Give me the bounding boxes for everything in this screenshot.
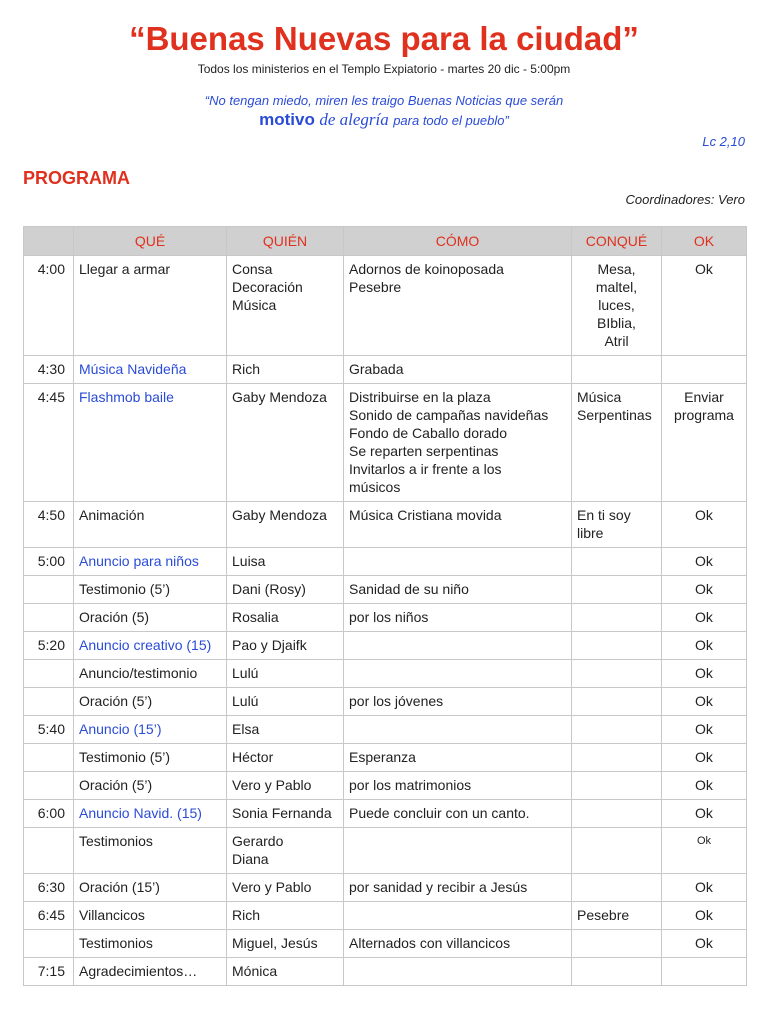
cell-como xyxy=(344,828,572,874)
table-row xyxy=(24,744,747,772)
cell-ok: Ok xyxy=(662,632,747,660)
cell-quien-line: Diana xyxy=(232,851,269,867)
cell-quien xyxy=(227,548,344,576)
cell-que: Agradecimientos… xyxy=(74,958,227,986)
header-como: CÓMO xyxy=(344,227,572,256)
cell-conque-line: Pesebre xyxy=(577,907,630,923)
cell-time: 6:30 xyxy=(24,874,74,902)
cell-quien-line: Lulú xyxy=(232,665,259,681)
cell-como-line: Invitarlos a ir frente a los xyxy=(349,461,502,477)
cell-conque xyxy=(572,604,662,632)
cell-conque xyxy=(572,688,662,716)
cell-conque-line: Música xyxy=(577,389,622,405)
bible-reference: Lc 2,10 xyxy=(702,134,745,149)
cell-time xyxy=(24,930,74,958)
cell-quien-line: Gaby Mendoza xyxy=(232,507,327,523)
cell-que: Oración (5) xyxy=(74,604,227,632)
coordinators-label: Coordinadores: Vero xyxy=(625,192,745,207)
table-row xyxy=(24,902,747,930)
table-row xyxy=(24,548,747,576)
cell-conque-line: En ti soy xyxy=(577,507,631,523)
cell-conque xyxy=(572,800,662,828)
cell-que: Anuncio Navid. (15) xyxy=(74,800,227,828)
cell-quien xyxy=(227,958,344,986)
cell-como xyxy=(344,902,572,930)
cell-conque-line: Mesa, xyxy=(597,261,636,277)
cell-conque xyxy=(572,356,662,384)
section-title: PROGRAMA xyxy=(23,168,130,188)
cell-conque xyxy=(572,930,662,958)
cell-quien-line: Rosalia xyxy=(232,609,279,625)
quote-word-alegria: de alegría xyxy=(319,110,389,129)
quote-line-1: “No tengan miedo, miren les traigo Buenas Noticias que serán xyxy=(204,93,564,108)
cell-como-line: por los jóvenes xyxy=(349,693,444,709)
cell-quien-line: Dani (Rosy) xyxy=(232,581,306,597)
table-row xyxy=(24,772,747,800)
cell-quien xyxy=(227,384,344,502)
cell-como-line: Fondo de Caballo dorado xyxy=(349,425,508,441)
cell-como-line: músicos xyxy=(349,479,401,495)
cell-quien xyxy=(227,874,344,902)
cell-que: Anuncio creativo (15) xyxy=(74,632,227,660)
cell-que: Animación xyxy=(74,502,227,548)
cell-como xyxy=(344,688,572,716)
cell-time: 4:50 xyxy=(24,502,74,548)
table-row xyxy=(24,930,747,958)
cell-que: Anuncio/testimonio xyxy=(74,660,227,688)
cell-ok: Ok xyxy=(662,716,747,744)
cell-conque xyxy=(572,772,662,800)
cell-time xyxy=(24,660,74,688)
quote-word-motivo: motivo xyxy=(259,110,315,129)
cell-time: 4:45 xyxy=(24,384,74,502)
table-row xyxy=(24,576,747,604)
cell-como-line: Puede concluir con un canto. xyxy=(349,805,530,821)
cell-quien xyxy=(227,356,344,384)
cell-como xyxy=(344,874,572,902)
cell-ok xyxy=(662,958,747,986)
header-ok: OK xyxy=(662,227,747,256)
cell-como-line: Sonido de campañas navideñas xyxy=(349,407,549,423)
cell-quien xyxy=(227,688,344,716)
cell-conque xyxy=(572,660,662,688)
cell-quien-line: Gaby Mendoza xyxy=(232,389,327,405)
cell-time: 4:00 xyxy=(24,256,74,356)
cell-conque xyxy=(572,632,662,660)
cell-ok: Ok xyxy=(662,576,747,604)
table-row xyxy=(24,384,747,502)
cell-quien xyxy=(227,660,344,688)
cell-como xyxy=(344,576,572,604)
table-row xyxy=(24,716,747,744)
header-que: QUÉ xyxy=(74,227,227,256)
cell-time: 5:20 xyxy=(24,632,74,660)
cell-quien xyxy=(227,930,344,958)
header-conque: CONQUÉ xyxy=(572,227,662,256)
cell-quien-line: Música xyxy=(232,297,277,313)
cell-conque-line: luces, xyxy=(598,297,635,313)
cell-quien-line: Consa xyxy=(232,261,273,277)
cell-ok: Ok xyxy=(662,772,747,800)
cell-como-line: Sanidad de su niño xyxy=(349,581,469,597)
cell-ok xyxy=(662,356,747,384)
cell-conque xyxy=(572,744,662,772)
cell-ok: Ok xyxy=(662,688,747,716)
cell-quien-line: Vero y Pablo xyxy=(232,777,312,793)
cell-conque-line: BIblia, xyxy=(597,315,636,331)
cell-como xyxy=(344,958,572,986)
cell-que: Oración (5’) xyxy=(74,772,227,800)
cell-conque-line: Atril xyxy=(604,333,629,349)
cell-quien xyxy=(227,632,344,660)
cell-quien xyxy=(227,902,344,930)
cell-quien xyxy=(227,744,344,772)
cell-quien-line: Luisa xyxy=(232,553,266,569)
cell-quien xyxy=(227,256,344,356)
cell-como xyxy=(344,548,572,576)
cell-que: Música Navideña xyxy=(74,356,227,384)
table-row xyxy=(24,800,747,828)
cell-como xyxy=(344,772,572,800)
cell-conque-line: Serpentinas xyxy=(577,407,652,423)
cell-quien xyxy=(227,772,344,800)
cell-como-line: por sanidad y recibir a Jesús xyxy=(349,879,528,895)
cell-time xyxy=(24,604,74,632)
program-table xyxy=(23,226,747,986)
cell-como-line: Música Cristiana movida xyxy=(349,507,502,523)
cell-como-line: Se reparten serpentinas xyxy=(349,443,499,459)
cell-ok: Ok xyxy=(662,930,747,958)
cell-conque xyxy=(572,384,662,502)
cell-conque xyxy=(572,958,662,986)
cell-como xyxy=(344,716,572,744)
cell-como-line: Alternados con villancicos xyxy=(349,935,511,951)
cell-quien-line: Mónica xyxy=(232,963,278,979)
cell-quien-line: Gerardo xyxy=(232,833,284,849)
cell-time xyxy=(24,576,74,604)
cell-que: Anuncio para niños xyxy=(74,548,227,576)
cell-time: 5:00 xyxy=(24,548,74,576)
table-header-row xyxy=(24,227,747,256)
cell-como-line: por los matrimonios xyxy=(349,777,472,793)
cell-quien xyxy=(227,800,344,828)
cell-que: Flashmob baile xyxy=(74,384,227,502)
cell-quien-line: Héctor xyxy=(232,749,274,765)
cell-ok: Ok xyxy=(662,828,747,874)
cell-como-line: Esperanza xyxy=(349,749,416,765)
table-row xyxy=(24,828,747,874)
table-row xyxy=(24,256,747,356)
cell-como xyxy=(344,256,572,356)
cell-como xyxy=(344,384,572,502)
cell-time: 6:00 xyxy=(24,800,74,828)
cell-que: Llegar a armar xyxy=(74,256,227,356)
cell-conque xyxy=(572,716,662,744)
cell-como xyxy=(344,744,572,772)
cell-quien xyxy=(227,828,344,874)
cell-time: 6:45 xyxy=(24,902,74,930)
cell-time: 5:40 xyxy=(24,716,74,744)
cell-time xyxy=(24,772,74,800)
cell-quien-line: Decoración xyxy=(232,279,303,295)
cell-time: 4:30 xyxy=(24,356,74,384)
cell-que: Testimonios xyxy=(74,828,227,874)
cell-ok: Ok xyxy=(662,256,747,356)
quote-word-rest: para todo el pueblo” xyxy=(393,113,509,128)
cell-que: Villancicos xyxy=(74,902,227,930)
cell-conque xyxy=(572,576,662,604)
cell-como-line: Pesebre xyxy=(349,279,402,295)
cell-ok: Enviar programa xyxy=(662,384,747,502)
cell-conque xyxy=(572,828,662,874)
cell-quien xyxy=(227,502,344,548)
cell-quien xyxy=(227,576,344,604)
cell-time xyxy=(24,828,74,874)
document-title: “Buenas Nuevas para la ciudad” xyxy=(129,20,639,57)
cell-conque xyxy=(572,548,662,576)
cell-como xyxy=(344,930,572,958)
table-row xyxy=(24,660,747,688)
cell-conque-line: libre xyxy=(577,525,604,541)
cell-que: Anuncio (15’) xyxy=(74,716,227,744)
cell-conque xyxy=(572,902,662,930)
cell-conque xyxy=(572,874,662,902)
cell-como-line: Distribuirse en la plaza xyxy=(349,389,491,405)
cell-quien-line: Vero y Pablo xyxy=(232,879,312,895)
cell-como xyxy=(344,632,572,660)
cell-como-line: por los niños xyxy=(349,609,429,625)
cell-time xyxy=(24,744,74,772)
header-time xyxy=(24,227,74,256)
cell-quien-line: Elsa xyxy=(232,721,260,737)
cell-quien xyxy=(227,604,344,632)
table-row xyxy=(24,632,747,660)
cell-time xyxy=(24,688,74,716)
cell-ok: Ok xyxy=(662,660,747,688)
cell-quien-line: Lulú xyxy=(232,693,259,709)
quote-line-2 xyxy=(0,110,768,130)
cell-quien xyxy=(227,716,344,744)
table-row xyxy=(24,958,747,986)
cell-ok: Ok xyxy=(662,502,747,548)
table-row xyxy=(24,356,747,384)
header-quien: QUIÉN xyxy=(227,227,344,256)
cell-conque-line: maltel, xyxy=(595,279,638,295)
cell-como-line: Grabada xyxy=(349,361,404,377)
table-row xyxy=(24,604,747,632)
cell-que: Testimonio (5’) xyxy=(74,744,227,772)
cell-como xyxy=(344,502,572,548)
cell-quien-line: Rich xyxy=(232,907,261,923)
cell-como xyxy=(344,604,572,632)
cell-que: Oración (5’) xyxy=(74,688,227,716)
cell-ok: Ok xyxy=(662,874,747,902)
table-row xyxy=(24,688,747,716)
cell-ok: Ok xyxy=(662,902,747,930)
cell-conque xyxy=(572,502,662,548)
table-row xyxy=(24,874,747,902)
cell-ok: Ok xyxy=(662,548,747,576)
cell-conque xyxy=(572,256,662,356)
table-row xyxy=(24,502,747,548)
cell-ok: Ok xyxy=(662,800,747,828)
cell-quien-line: Pao y Djaifk xyxy=(232,637,307,653)
cell-que: Testimonio (5’) xyxy=(74,576,227,604)
event-subtitle: Todos los ministerios en el Templo Expiatorio - martes 20 dic - 5:00pm xyxy=(197,62,571,76)
cell-ok: Ok xyxy=(662,744,747,772)
cell-quien-line: Sonia Fernanda xyxy=(232,805,332,821)
cell-que: Oración (15’) xyxy=(74,874,227,902)
cell-ok: Ok xyxy=(662,604,747,632)
cell-como xyxy=(344,356,572,384)
cell-como xyxy=(344,800,572,828)
cell-que: Testimonios xyxy=(74,930,227,958)
cell-quien-line: Rich xyxy=(232,361,261,377)
cell-time: 7:15 xyxy=(24,958,74,986)
cell-quien-line: Miguel, Jesús xyxy=(232,935,318,951)
cell-como xyxy=(344,660,572,688)
cell-como-line: Adornos de koinoposada xyxy=(349,261,504,277)
